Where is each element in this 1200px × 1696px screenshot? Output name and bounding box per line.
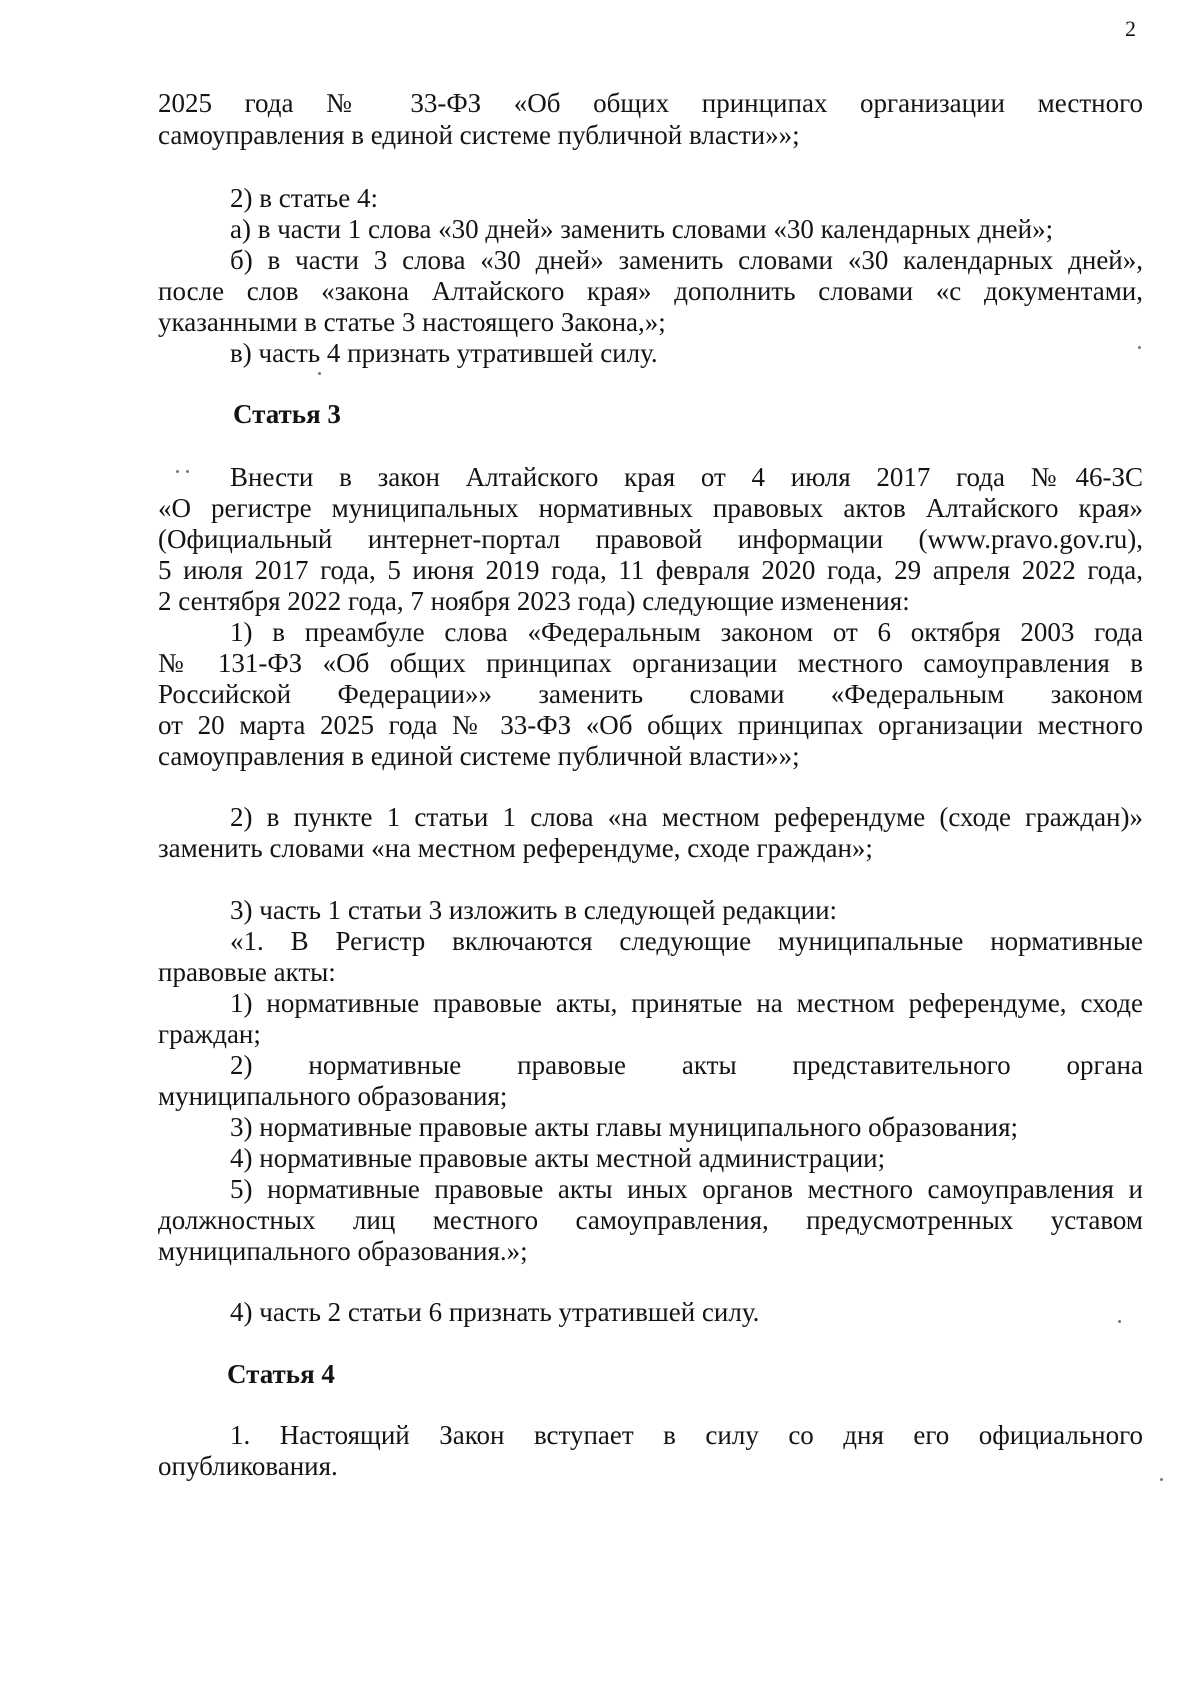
article3-intro-line: «О регистре муниципальных нормативных правовых актов Алтайского края»	[158, 493, 1143, 523]
scan-speck	[186, 470, 189, 473]
scan-speck	[1160, 1478, 1163, 1481]
article3-intro-line: 5 июля 2017 года, 5 июня 2019 года, 11 февраля 2020 года, 29 апреля 2022 года,	[158, 555, 1143, 585]
article3-item2-line: 2) в пункте 1 статьи 1 слова «на местном референдуме (сходе граждан)»	[230, 802, 1143, 832]
article-heading: Статья 4	[227, 1359, 335, 1389]
article3-item1-line: 1) в преамбуле слова «Федеральным законом от 6 октября 2003 года	[230, 617, 1143, 647]
article3-intro-line: 2 сентября 2022 года, 7 ноября 2023 года) следующие изменения:	[158, 586, 910, 616]
article3-item3-line: 4) нормативные правовые акты местной администрации;	[230, 1143, 886, 1173]
article-heading: Статья 3	[233, 399, 341, 429]
article3-item1-line: Российской Федерации»» заменить словами «Федеральным законом	[158, 679, 1143, 709]
article3-item3-line: должностных лиц местного самоуправления, предусмотренных уставом	[158, 1205, 1143, 1235]
scan-speck	[1118, 1320, 1121, 1323]
scan-speck	[318, 372, 321, 375]
article3-intro-line: (Официальный интернет-портал правовой информации (www.pravo.gov.ru),	[158, 524, 1143, 554]
article3-item3-line: граждан;	[158, 1019, 261, 1049]
scan-speck	[176, 470, 179, 473]
article3-item3-line: 2) нормативные правовые акты представительного органа	[230, 1050, 1143, 1080]
article2-item: указанными в статье 3 настоящего Закона,»;	[158, 307, 666, 337]
article2-item: после слов «закона Алтайского края» дополнить словами «с документами,	[158, 276, 1143, 306]
intro-line: 2025 года № 33-ФЗ «Об общих принципах организации местного	[158, 88, 1143, 118]
intro-line: самоуправления в единой системе публичной власти»»;	[158, 120, 800, 150]
article3-item3-line: 1) нормативные правовые акты, принятые на местном референдуме, сходе	[230, 988, 1143, 1018]
article3-item1-line: самоуправления в единой системе публичной власти»»;	[158, 741, 800, 771]
scan-speck	[1138, 346, 1141, 349]
article2-item: 2) в статье 4:	[230, 183, 378, 213]
article4-line: 1. Настоящий Закон вступает в силу со дня его официального	[230, 1420, 1143, 1450]
article3-item4: 4) часть 2 статьи 6 признать утратившей силу.	[230, 1297, 760, 1327]
article3-item3-line: «1. В Регистр включаются следующие муниципальные нормативные	[230, 926, 1143, 956]
article2-item: в) часть 4 признать утратившей силу.	[230, 338, 658, 368]
article3-item3-line: муниципального образования;	[158, 1081, 508, 1111]
article3-item1-line: от 20 марта 2025 года № 33-ФЗ «Об общих принципах организации местного	[158, 710, 1143, 740]
article2-item: а) в части 1 слова «30 дней» заменить словами «30 календарных дней»;	[230, 214, 1054, 244]
article3-item1-line: № 131-ФЗ «Об общих принципах организации местного самоуправления в	[158, 648, 1143, 678]
article2-item: б) в части 3 слова «30 дней» заменить словами «30 календарных дней»,	[230, 245, 1143, 275]
article3-intro-line: Внести в закон Алтайского края от 4 июля 2017 года №46-ЗС	[230, 462, 1143, 492]
article3-item3-line: 5) нормативные правовые акты иных органов местного самоуправления и	[230, 1174, 1143, 1204]
article4-line: опубликования.	[158, 1451, 338, 1481]
article3-item3-line: 3) часть 1 статьи 3 изложить в следующей редакции:	[230, 895, 838, 925]
page-number: 2	[1125, 16, 1136, 41]
article3-item3-line: правовые акты:	[158, 957, 336, 987]
article3-item3-line: муниципального образования.»;	[158, 1236, 528, 1266]
article3-item2-line: заменить словами «на местном референдуме, сходе граждан»;	[158, 833, 873, 863]
article3-item3-line: 3) нормативные правовые акты главы муниципального образования;	[230, 1112, 1019, 1142]
